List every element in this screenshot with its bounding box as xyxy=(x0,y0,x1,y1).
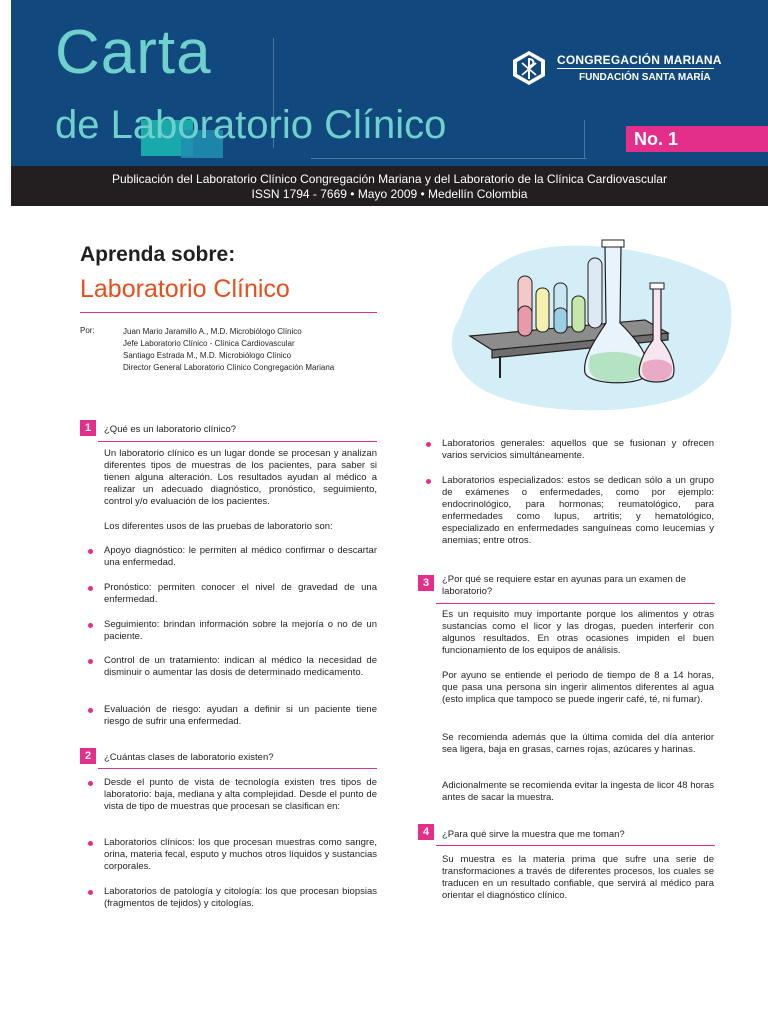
section-number: 3 xyxy=(418,575,434,591)
section-paragraph: Adicionalmente se recomienda evitar la ingesta de licor 48 horas antes de sacar la muestra. xyxy=(442,780,714,803)
section-question: ¿Qué es un laboratorio clínico? xyxy=(104,424,237,435)
bullet-text: Evaluación de riesgo: ayudan a definir si un paciente tiene riesgo de sufrir una enfermedad. xyxy=(104,704,377,727)
section-number: 2 xyxy=(80,748,96,764)
decorative-line xyxy=(311,158,587,159)
bullet-dot xyxy=(426,479,431,484)
section-question: ¿Por qué se requiere estar en ayunas para un examen de laboratorio? xyxy=(442,574,686,597)
bullet-dot xyxy=(88,586,93,591)
author-line: Santiago Estrada M., M.D. Microbiólogo Clínico xyxy=(123,351,292,360)
org-subtitle: FUNDACIÓN SANTA MARÍA xyxy=(579,72,711,83)
bullet-text: Pronóstico: permiten conocer el nivel de gravedad de una enfermedad. xyxy=(104,582,377,605)
publication-line: Publicación del Laboratorio Clínico Congregación Mariana y del Laboratorio de la Clínica Cardiovascular xyxy=(112,172,667,186)
org-divider xyxy=(557,68,714,69)
section-underline xyxy=(98,768,377,769)
section-paragraph: Se recomienda además que la última comida del día anterior sea ligera, baja en grasas, carnes rojas, azúcares y harinas. xyxy=(442,732,714,755)
section-question: ¿Para qué sirve la muestra que me toman? xyxy=(442,829,625,840)
bullet-dot xyxy=(88,708,93,713)
publication-bar xyxy=(11,166,768,206)
section-number: 1 xyxy=(80,420,96,436)
issn-line: ISSN 1794 - 7669 • Mayo 2009 • Medellín Colombia xyxy=(251,187,528,201)
bullet-dot xyxy=(88,659,93,664)
section-number: 4 xyxy=(418,824,434,840)
decorative-line xyxy=(584,120,585,158)
section-underline xyxy=(98,441,377,442)
article-kicker: Aprenda sobre: xyxy=(80,243,236,266)
masthead-subtitle: de Laboratorio Clínico xyxy=(55,103,447,147)
bullet-dot xyxy=(88,623,93,628)
author-line: Jefe Laboratorio Clínico - Clínica Cardiovascular xyxy=(123,339,295,348)
masthead-title: Carta xyxy=(55,18,212,87)
bullet-text: Control de un tratamiento: indican al médico la necesidad de disminuir o aumentar las dosis de determinado medicamento. xyxy=(104,655,377,678)
bullet-text: Laboratorios de patología y citología: los que procesan biopsias (fragmentos de tejidos) y citologías. xyxy=(104,886,377,909)
bullet-dot xyxy=(88,890,93,895)
section-underline xyxy=(436,603,715,604)
author-line: Director General Laboratorio Clínico Congregación Mariana xyxy=(123,363,335,372)
section-paragraph: Los diferentes usos de las pruebas de laboratorio son: xyxy=(104,521,333,532)
title-underline xyxy=(80,312,377,313)
section-paragraph: Su muestra es la materia prima que sufre una serie de transformaciones a través de diferentes procesos, los cuales se traducen en un resultado confiable, que servirá al médico para orientar el diagnóstico clínico. xyxy=(442,854,714,901)
lab-glassware-illustration xyxy=(440,228,740,413)
bullet-text: Desde el punto de vista de tecnología existen tres tipos de laboratorio: baja, mediana y alta complejidad. Desde el punto de vista de tipo de muestras que procesan se clasifican en: xyxy=(104,777,377,812)
author-line: Juan Mario Jaramillo A., M.D. Microbiólogo Clínico xyxy=(123,327,302,336)
bullet-dot xyxy=(88,841,93,846)
congregacion-logo-icon xyxy=(511,50,547,86)
issue-number: No. 1 xyxy=(626,126,768,152)
section-paragraph: Un laboratorio clínico es un lugar donde se procesan y analizan diferentes tipos de muestras de los pacientes, para saber si tienen alguna alteración. Los resultados ayudan al médico a realizar un adecuado diagnóstico, pronóstico, seguimiento, control y/o evaluación de los pacientes. xyxy=(104,448,377,507)
bullet-text: Laboratorios especializados: estos se dedican sólo a un grupo de exámenes o enfermedades, como por ejemplo: endocrinológico, para hormonas; reumatológico, para enfermedades como lupus, artritis; y hematológico, especializado en enfermedades sanguíneas como leucemias y anemias; entre otros. xyxy=(442,475,714,546)
bullet-text: Seguimiento: brindan información sobre la mejoría o no de un paciente. xyxy=(104,619,377,642)
org-name: CONGREGACIÓN MARIANA xyxy=(557,53,722,67)
bullet-text: Laboratorios generales: aquellos que se fusionan y ofrecen varios servicios simultáneamente. xyxy=(442,438,714,461)
bullet-text: Apoyo diagnóstico: le permiten al médico confirmar o descartar una enfermedad. xyxy=(104,545,377,568)
byline-label: Por: xyxy=(80,326,95,335)
section-question: ¿Cuántas clases de laboratorio existen? xyxy=(104,752,274,763)
section-paragraph: Es un requisito muy importante porque los alimentos y otras sustancias como el licor y las drogas, pueden interferir con algunos resultados. En otras ocasiones impiden el buen funcionamiento de los equipos de análisis. xyxy=(442,609,714,656)
article-title: Laboratorio Clínico xyxy=(80,275,290,303)
bullet-dot xyxy=(88,549,93,554)
bullet-dot xyxy=(88,781,93,786)
section-underline xyxy=(436,845,715,846)
bullet-text: Laboratorios clínicos: los que procesan muestras como sangre, orina, materia fecal, esputo y muchos otros líquidos y sustancias corporales. xyxy=(104,837,377,872)
section-paragraph: Por ayuno se entiende el periodo de tiempo de 8 a 14 horas, que pasa una persona sin ingerir alimentos diferentes al agua (esto implica que tampoco se puede ingerir café, té, ni fumar). xyxy=(442,670,714,705)
author-list xyxy=(123,326,334,374)
bullet-dot xyxy=(426,442,431,447)
